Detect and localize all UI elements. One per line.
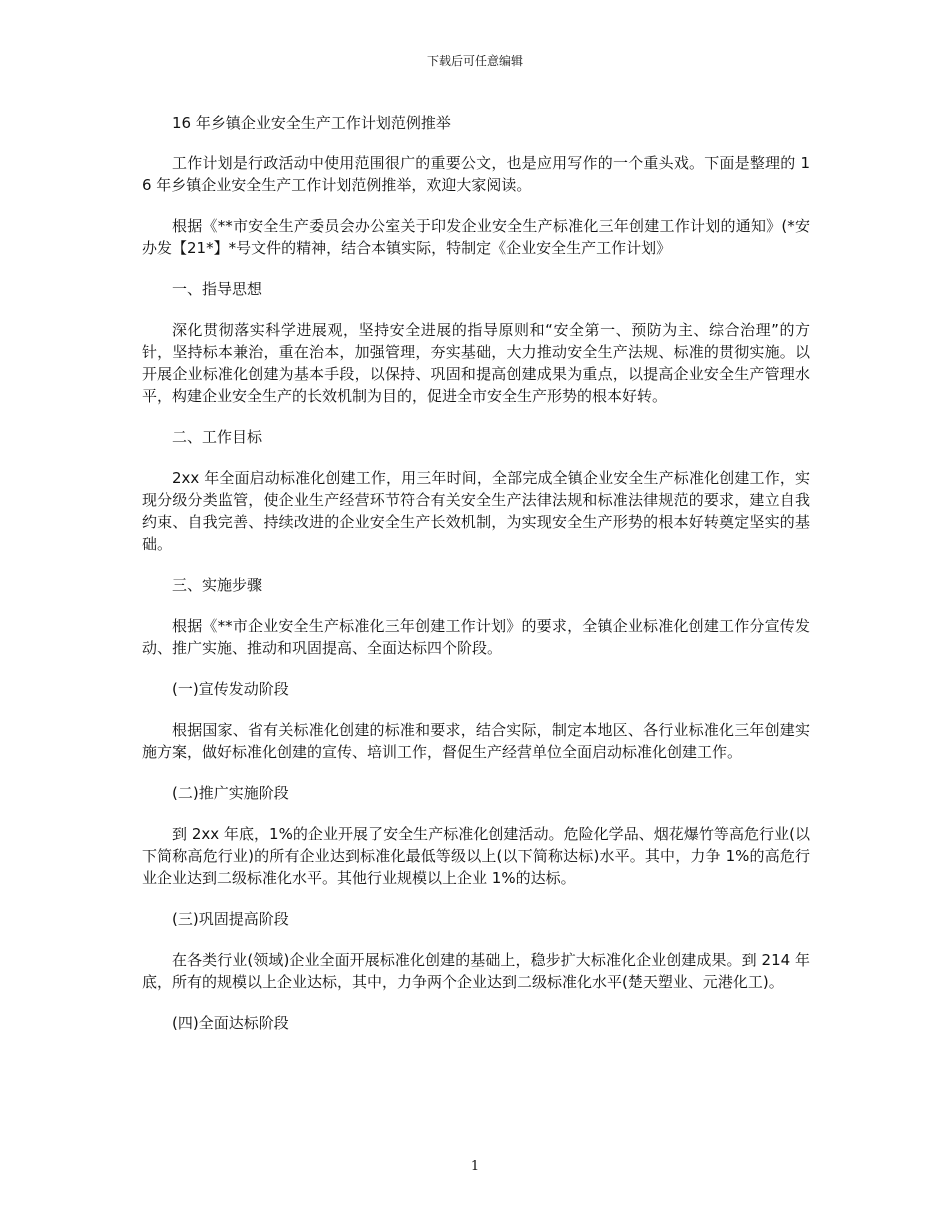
section-heading-work-goals: 二、工作目标 (172, 428, 263, 446)
section-heading-implementation-steps: 三、实施步骤 (172, 576, 263, 594)
promotion-stage-paragraph: 到 2xx 年底，1%的企业开展了安全生产标准化创建活动。危险化学品、烟花爆竹等高危行业(以下简称高危行业)的所有企业达到标准化最低等级以上(以下简称达标)水平。其中，力争 1%的高危行业企业达到二级标准化水平。其他行业规模以上企业 1%的达标。 (142, 825, 810, 887)
work-goals-paragraph: 2xx 年全面启动标准化创建工作，用三年时间，全部完成全镇企业安全生产标准化创建工作，实现分级分类监管，使企业生产经营环节符合有关安全生产法律法规和标准法律规范的要求，建立自我约束、自我完善、持续改进的企业安全生产长效机制，为实现安全生产形势的根本好转奠定坚实的基础。 (142, 469, 810, 553)
subheading-full-compliance-stage: (四)全面达标阶段 (172, 1014, 289, 1032)
page-number: 1 (470, 1159, 480, 1174)
implementation-steps-paragraph: 根据《**市企业安全生产标准化三年创建工作计划》的要求，全镇企业标准化创建工作分宣传发动、推广实施、推动和巩固提高、全面达标四个阶段。 (142, 617, 810, 657)
document-title: 16 年乡镇企业安全生产工作计划范例推举 (172, 114, 451, 132)
intro-paragraph: 工作计划是行政活动中使用范围很广的重要公文，也是应用写作的一个重头戏。下面是整理的 16 年乡镇企业安全生产工作计划范例推举，欢迎大家阅读。 (142, 154, 810, 194)
document-body (142, 112, 810, 1053)
page-header: 下载后可任意编辑 (426, 54, 523, 68)
publicity-stage-paragraph: 根据国家、省有关标准化创建的标准和要求，结合实际，制定本地区、各行业标准化三年创建实施方案，做好标准化创建的宣传、培训工作，督促生产经营单位全面启动标准化创建工作。 (142, 721, 810, 761)
section-heading-guiding-thought: 一、指导思想 (172, 280, 263, 298)
basis-paragraph: 根据《**市安全生产委员会办公室关于印发企业安全生产标准化三年创建工作计划的通知》(*安办发【21*】*号文件的精神，结合本镇实际，特制定《企业安全生产工作计划》 (142, 217, 810, 257)
guiding-thought-paragraph: 深化贯彻落实科学进展观，坚持安全进展的指导原则和“安全第一、预防为主、综合治理”的方针，坚持标本兼治，重在治本，加强管理，夯实基础，大力推动安全生产法规、标准的贯彻实施。以开展企业标准化创建为基本手段，以保持、巩固和提高创建成果为重点，以提高企业安全生产管理水平，构建企业安全生产的长效机制为目的，促进全市安全生产形势的根本好转。 (142, 321, 810, 405)
consolidation-stage-paragraph: 在各类行业(领域)企业全面开展标准化创建的基础上，稳步扩大标准化企业创建成果。到 214 年底，所有的规模以上企业达标，其中，力争两个企业达到二级标准化水平(楚天塑业、元港化工)。 (142, 951, 810, 991)
subheading-promotion-stage: (二)推广实施阶段 (172, 784, 289, 802)
subheading-consolidation-stage: (三)巩固提高阶段 (172, 910, 289, 928)
subheading-publicity-stage: (一)宣传发动阶段 (172, 680, 289, 698)
